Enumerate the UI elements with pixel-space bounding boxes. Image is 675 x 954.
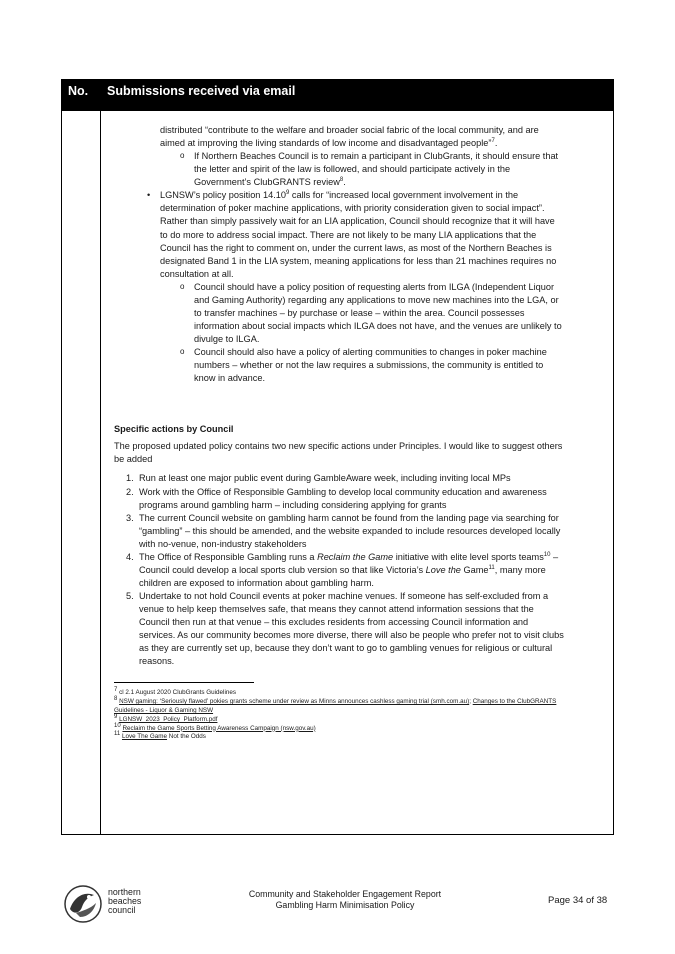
footnote-link-reclaim-the-game[interactable]: Reclaim the Game Sports Betting Awareness Campaign (nsw.gov.au): [122, 724, 316, 732]
list-item: 1. Run at least one major public event during GambleAware week, including inviting local MPs: [126, 473, 511, 484]
footnote-9: $^9$ LGNSW_2023_Policy_Platform.pdf: [114, 713, 218, 723]
bullet-icon: •: [147, 190, 151, 201]
report-title: Community and Stakeholder Engagement Report Gambling Harm Minimisation Policy: [248, 889, 442, 910]
footnotes: [114, 689, 564, 742]
list-item: 4. The Office of Responsible Gambling runs a Reclaim the Game initiative with elite level sports teams$^{10}$ – Council could develop a local sports club version so that like Victoria’s Love the Game$^{11}$, many more children are exposed to information about gambling harm.: [126, 551, 559, 588]
footnote-8: $^8$ NSW gaming: ‘Seriously flawed’ pokies grants scheme under review as Minns announces cashless gaming trial (smh.com.au); Changes to the ClubGRANTS Guidelines - Liquor & Gaming NSW: [114, 696, 557, 714]
bullet-item-lgnsw: • LGNSW’s policy position 14.10$^9$ calls for “increased local government involvement in the determination of poker machine applications, with priority consideration given to social impact”. Rather than simply passively wait for an LIA application, Council should recognize that it will have to do more to address social impact. There are not likely to be many LIA applications that the Council has the right to comment on, under the current laws, as most of the Northern Beaches is designated Band 1 in the LIA system, meaning applications for less than 21 machines requires no consultation at all.: [147, 190, 557, 279]
footnote-link-clubgrants-guidelines[interactable]: Changes to the ClubGRANTS Guidelines - Liquor & Gaming NSW: [114, 698, 557, 714]
circle-bullet-icon: o: [180, 347, 185, 357]
circle-bullet-icon: o: [180, 151, 185, 161]
list-item: 3. The current Council website on gambling harm cannot be found from the landing page via searching for “gambling” – this should be amended, and the website expanded to include resources developed locally with no-venue, non-industry stakeholders: [126, 512, 561, 549]
section-heading: Specific actions by Council: [114, 424, 234, 435]
table-header: [62, 80, 613, 111]
continued-paragraph: distributed “contribute to the welfare and broader social fabric of the local community, and are aimed at improving the living standards of low income and disadvantaged people”$^7$.: [160, 125, 539, 149]
footnote-link-love-the-game[interactable]: Love The Game: [121, 733, 168, 741]
sub-item-community-alerts: o Council should also have a policy of alerting communities to changes in poker machine numbers – whether or not the law requires a submissions, the community is entitled to know in advance.: [180, 347, 547, 384]
page-footer: [0, 875, 675, 935]
column-header-submissions: Submissions received via email: [107, 84, 296, 98]
council-logo-text: northern beaches council: [108, 887, 142, 916]
sub-item-clubgrants: o If Northern Beaches Council is to remain a participant in ClubGrants, it should ensure that the letter and spirit of the law is followed, and should participate actively in the Government’s ClubGRANTS review$^8$.: [180, 151, 559, 188]
footnote-ref-8[interactable]: 8: [339, 177, 344, 184]
footnote-ref-9[interactable]: 9: [285, 190, 290, 197]
council-logo-icon: [62, 883, 104, 925]
footnote-link-smh[interactable]: NSW gaming: ‘Seriously flawed’ pokies grants scheme under review as Minns announces cashless gaming trial (smh.com.au): [119, 698, 470, 706]
footnote-link-lgnsw-policy[interactable]: LGNSW_2023_Policy_Platform.pdf: [119, 715, 218, 723]
column-divider: [100, 111, 101, 834]
footnote-7: $^7$ cl 2.1 August 2020 ClubGrants Guidelines: [114, 687, 237, 697]
footnote-divider: [114, 682, 254, 683]
submission-content: [114, 124, 564, 742]
intro-paragraph: The proposed updated policy contains two new specific actions under Principles. I would like to suggest others be added: [114, 441, 563, 465]
footnote-ref-10[interactable]: 10: [543, 551, 551, 558]
footnote-10: $^{10}$ Reclaim the Game Sports Betting Awareness Campaign (nsw.gov.au): [114, 722, 316, 732]
list-item: 5. Undertake to not hold Council events at poker machine venues. If someone has self-excluded from a venue to help keep themselves safe, that means they cannot attend information sessions that the Council then run at that venue – this excludes residents from accessing Council information and services. As our community becomes more diverse, there will also be people who prefer not to visit clubs as they are currently set up, because they don’t want to go to gambling venues for religious or cultural reasons.: [126, 591, 564, 667]
sub-item-ilga-alerts: o Council should have a policy position of requesting alerts from ILGA (Independent Liquor and Gaming Authority) regarding any applications to move new machines into the LGA, or to transfer machines – by purchase or lease – within the area. Council possesses information about social impacts which ILGA does not have, and the venues are unlikely to divulge to ILGA.: [180, 281, 562, 344]
column-header-no: No.: [68, 84, 89, 98]
footnote-11: $^{11}$ Love The Game Not the Odds: [114, 731, 206, 741]
footnote-ref-7[interactable]: 7: [491, 138, 495, 144]
circle-bullet-icon: o: [180, 281, 185, 291]
list-item: 2. Work with the Office of Responsible Gambling to develop local community education and awareness programs around gambling harm – including considering applying for grants: [126, 486, 547, 510]
footnote-ref-11[interactable]: 11: [488, 564, 495, 571]
submissions-table: [61, 79, 614, 835]
page-number: Page 34 of 38: [548, 895, 608, 906]
